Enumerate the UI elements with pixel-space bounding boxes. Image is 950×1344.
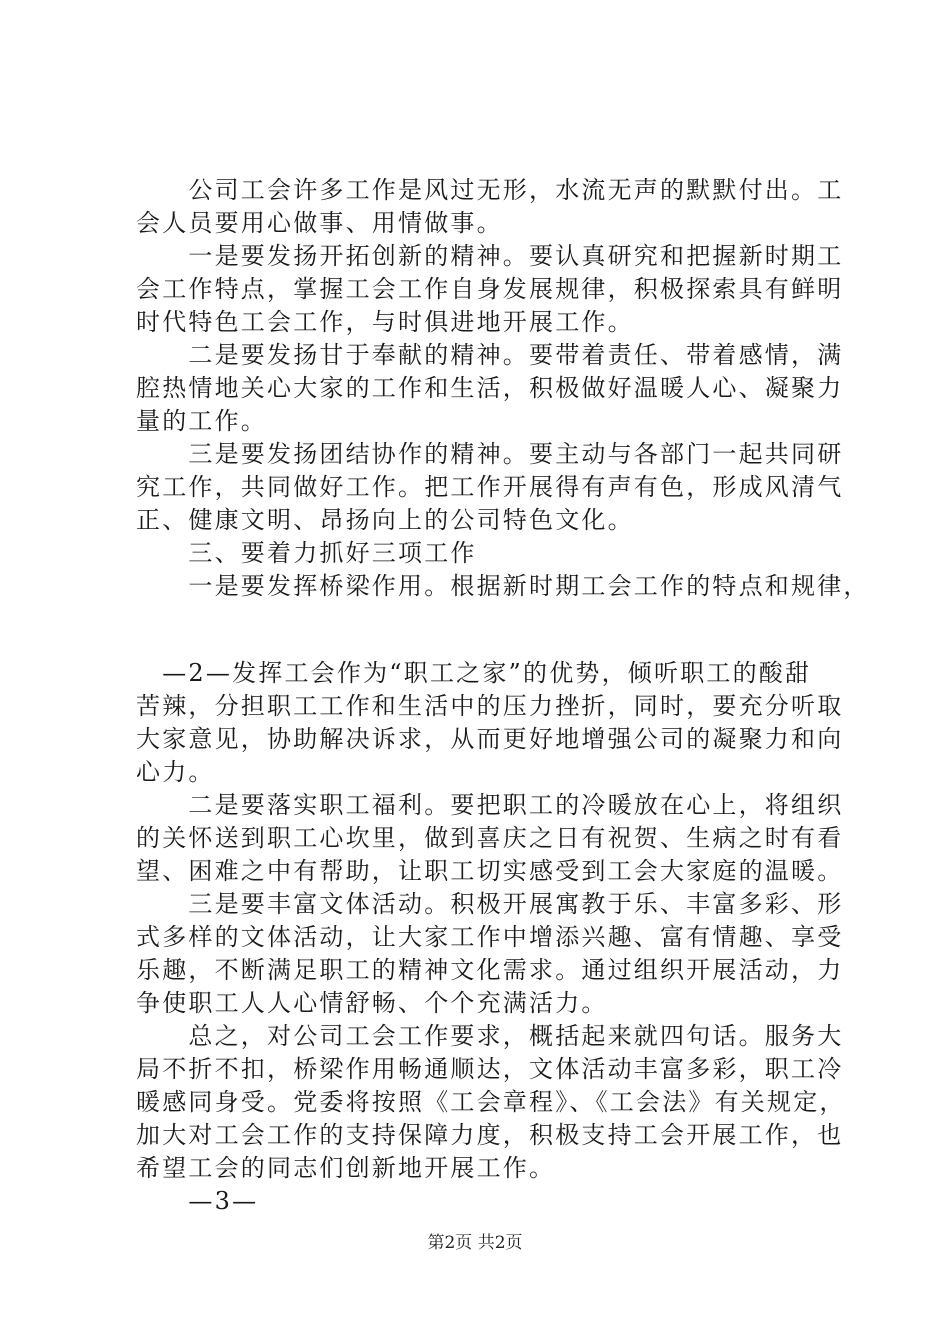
- text-line: 暖感同身受。党委将按照《工会章程》、《工会法》有关规定，: [136, 1088, 846, 1116]
- text-line: 腔热情地关心大家的工作和生活，积极做好温暖人心、凝聚力: [136, 374, 844, 402]
- text-line: 的关怀送到职工心坎里，做到喜庆之日有祝贺、生病之时有看: [136, 824, 844, 852]
- text-line: 争使职工人人心情舒畅、个个充满活力。: [136, 989, 608, 1017]
- text-line: 会人员要用心做事、用情做事。: [136, 209, 503, 237]
- page-footer: [0, 1232, 950, 1254]
- text-line: 局不折不扣，桥梁作用畅通顺达，文体活动丰富多彩，职工冷: [136, 1055, 844, 1083]
- text-line: 会工作特点，掌握工会工作自身发展规律，积极探索具有鲜明: [136, 275, 844, 303]
- section-heading: 三、要着力抓好三项工作: [136, 539, 477, 567]
- text-line: 式多样的文体活动，让大家工作中增添兴趣、富有情趣、享受: [136, 923, 844, 951]
- page-number-label: 第2页 共2页: [427, 1233, 523, 1253]
- text-line: 一是要发扬开拓创新的精神。要认真研究和把握新时期工: [136, 242, 844, 270]
- section-2: [136, 657, 846, 1218]
- text-line: 三是要发扬团结协作的精神。要主动与各部门一起共同研: [136, 440, 844, 468]
- text-line: 量的工作。: [136, 407, 267, 435]
- text-line: 三是要丰富文体活动。积极开展寓教于乐、丰富多彩、形: [136, 890, 844, 918]
- text-line: 乐趣，不断满足职工的精神文化需求。通过组织开展活动，力: [136, 956, 844, 984]
- page-marker: —3—: [136, 1187, 259, 1215]
- text-line: 总之，对公司工会工作要求，概括起来就四句话。服务大: [136, 1022, 844, 1050]
- text-line: 时代特色工会工作，与时俱进地开展工作。: [136, 308, 634, 336]
- text-line: 二是要落实职工福利。要把职工的冷暖放在心上，将组织: [136, 791, 844, 819]
- text-line: 苦辣，分担职工工作和生活中的压力挫折，同时，要充分听取: [136, 692, 844, 720]
- text-line: 公司工会许多工作是风过无形，水流无声的默默付出。工: [136, 176, 844, 204]
- text-line: 大家意见，协助解决诉求，从而更好地增强公司的凝聚力和向: [136, 725, 844, 753]
- text-line: 加大对工会工作的支持保障力度，积极支持工会开展工作，也: [136, 1121, 844, 1149]
- text-line: 心力。: [136, 758, 215, 786]
- text-line: 希望工会的同志们创新地开展工作。: [136, 1154, 556, 1182]
- document-body: [136, 174, 870, 1218]
- text-line: —2—发挥工会作为“职工之家”的优势，倾听职工的酸甜: [136, 659, 812, 687]
- section-1: [136, 174, 870, 603]
- text-line: 望、困难之中有帮助，让职工切实感受到工会大家庭的温暖。: [136, 857, 844, 885]
- text-line: 究工作，共同做好工作。把工作开展得有声有色，形成风清气: [136, 473, 844, 501]
- text-line: 一是要发挥桥梁作用。根据新时期工会工作的特点和规律，: [136, 572, 870, 600]
- text-line: 正、健康文明、昂扬向上的公司特色文化。: [136, 506, 634, 534]
- text-line: 二是要发扬甘于奉献的精神。要带着责任、带着感情，满: [136, 341, 844, 369]
